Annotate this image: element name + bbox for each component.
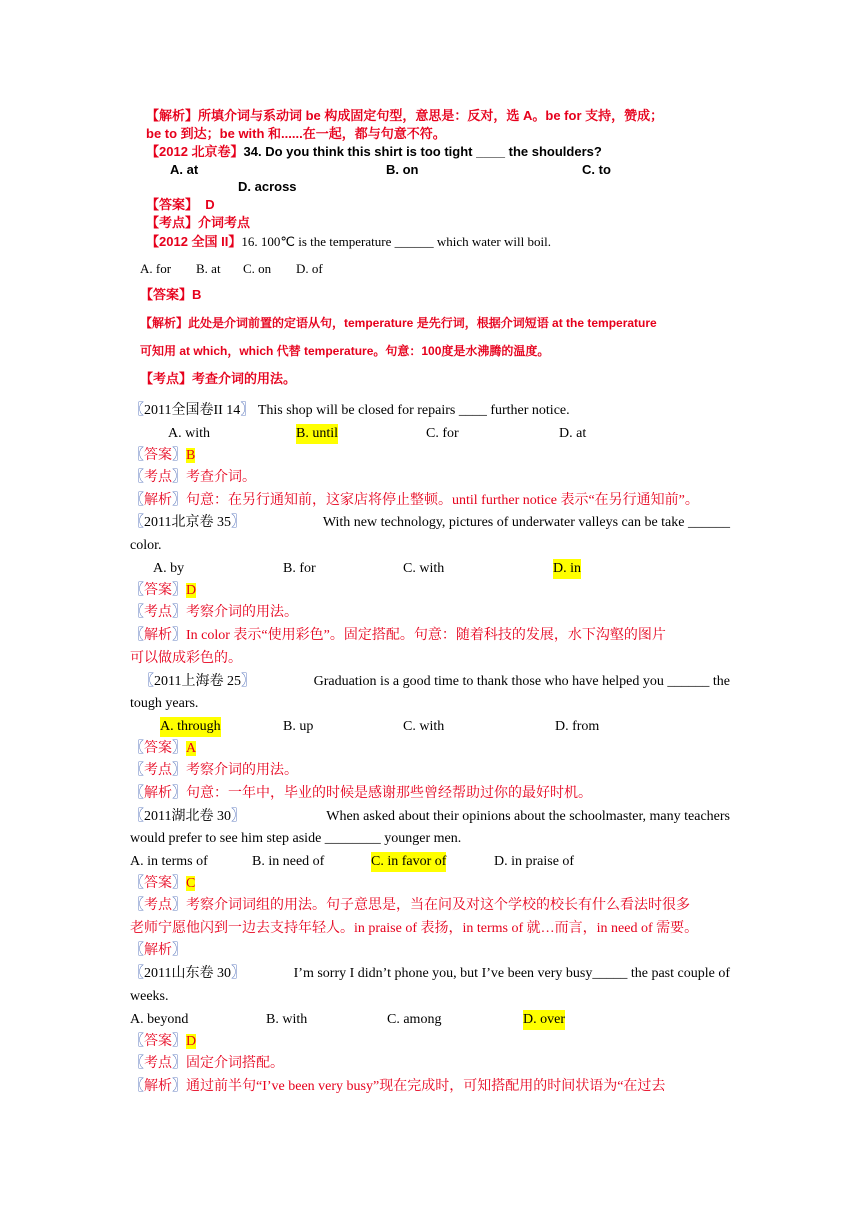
q7-source: 2011湖北卷 30 (144, 809, 231, 824)
bracket-close: 〗 (172, 943, 186, 958)
q7-answer (130, 874, 195, 894)
q2-option-c: C. to (582, 162, 611, 177)
q7-option-c-correct: C. in favor of (371, 852, 446, 872)
q3-point: 【考点】考查介词的用法。 (140, 371, 297, 386)
answer-label: 答案 (144, 448, 172, 463)
analysis-label: 解析 (144, 628, 172, 643)
bracket-close: 〗 (172, 470, 186, 485)
q8-point (130, 1054, 284, 1074)
point-label: 考点 (144, 898, 172, 913)
bracket-close: 〗 (172, 605, 186, 620)
bracket-open: 〖 (130, 943, 144, 958)
bracket-open: 〖 (140, 674, 154, 689)
q5-option-d-correct: D. in (553, 559, 581, 579)
q7-answer-value: C (186, 876, 196, 891)
bracket-open: 〖 (130, 1056, 144, 1071)
q6-answer-value: A (186, 741, 197, 756)
q8-stem-line2: weeks. (130, 989, 169, 1004)
bracket-open: 〖 (130, 786, 144, 801)
bracket-close: 〗 (172, 786, 186, 801)
q6-option-d: D. from (555, 719, 600, 734)
answer-label: 答案 (144, 583, 172, 598)
q3-stem-line (146, 232, 551, 252)
q4-analysis-text: 句意：在另行通知前，这家店将停止整顿。until further notice 表示“在另行通知前”。 (186, 493, 699, 508)
bracket-open: 〖 (130, 605, 144, 620)
analysis-label: 解析 (144, 1079, 172, 1094)
q4-option-b-correct: B. until (296, 424, 338, 444)
q4-option-d: D. at (559, 426, 587, 441)
q7-point-line2: 老师宁愿他闪到一边去支持年轻人。in praise of 表扬，in terms of 就…而言，in need of 需要。 (130, 921, 699, 936)
q7-option-d: D. in praise of (494, 854, 575, 869)
q6-answer (130, 739, 196, 759)
bracket-open: 〖 (130, 809, 144, 824)
bracket-open: 〖 (130, 741, 144, 756)
q5-option-b: B. for (283, 561, 316, 576)
q2-option-a: A. at (170, 162, 199, 177)
q4-analysis (130, 491, 699, 511)
q6-option-a-correct: A. through (160, 717, 221, 737)
point-label: 考点 (144, 605, 172, 620)
point-label: 考点 (144, 1056, 172, 1071)
q4-option-a: A. with (168, 426, 210, 441)
bracket-open: 〖 (130, 1034, 144, 1049)
q3-option-b: B. at (196, 261, 221, 276)
q8-option-b: B. with (266, 1012, 308, 1027)
analysis-label: 解析 (144, 943, 172, 958)
bracket-open: 〖 (130, 876, 144, 891)
analysis-label: 解析 (144, 786, 172, 801)
q5-stem-line1 (130, 513, 730, 533)
q5-source: 2011北京卷 35 (144, 515, 231, 530)
q8-stem: I’m sorry I didn’t phone you, but I’ve been very busy_____ the past couple of (293, 966, 730, 981)
q7-stem: When asked about their opinions about the schoolmaster, many teachers (326, 809, 730, 824)
q6-option-c: C. with (403, 719, 445, 734)
bracket-close: 〗 (240, 403, 255, 418)
q6-point-text: 考察介词的用法。 (186, 763, 298, 778)
q5-option-a: A. by (153, 561, 185, 576)
q6-stem: Graduation is a good time to thank those who have helped you ______ the (313, 674, 730, 689)
q1-analysis-line1: 【解析】所填介词与系动词 be 构成固定句型，意思是：反对，选 A。be for 支持，赞成； (146, 108, 664, 123)
point-label: 考点 (144, 763, 172, 778)
q7-stem-line2: would prefer to see him step aside ________ younger men. (130, 831, 462, 846)
q8-analysis-text: 通过前半句“I’ve been very busy”现在完成时，可知搭配用的时间状语为“在过去 (186, 1079, 666, 1094)
answer-label: 答案 (144, 1034, 172, 1049)
q6-analysis (130, 784, 592, 804)
q3-option-c: C. on (243, 261, 272, 276)
q8-stem-line1 (130, 964, 730, 984)
bracket-close: 〗 (230, 515, 245, 530)
bracket-close: 〗 (172, 876, 186, 891)
q3-option-d: D. of (296, 261, 323, 276)
q1-analysis-line2: be to 到达；be with 和......在一起，都与句意不符。 (146, 126, 446, 141)
q4-option-c: C. for (426, 426, 459, 441)
bracket-open: 〖 (130, 493, 144, 508)
q4-stem-line (130, 401, 570, 421)
bracket-close: 〗 (230, 966, 245, 981)
q3-answer: 【答案】B (140, 287, 202, 302)
q4-answer (130, 446, 195, 466)
q3-option-a: A. for (140, 261, 172, 276)
bracket-close: 〗 (172, 628, 186, 643)
bracket-close: 〗 (172, 583, 186, 598)
q8-analysis (130, 1077, 665, 1097)
bracket-open: 〖 (130, 628, 144, 643)
q5-analysis-line1 (130, 626, 666, 646)
q6-stem-line2: tough years. (130, 696, 199, 711)
q7-analysis (130, 941, 186, 961)
q2-answer-label: 【答案】 (146, 197, 199, 212)
analysis-label: 解析 (144, 493, 172, 508)
answer-label: 答案 (144, 741, 172, 756)
q5-analysis-text: In color 表示“使用彩色”。固定搭配。句意：随着科技的发展，水下沟壑的图片 (186, 628, 666, 643)
bracket-open: 〖 (130, 515, 144, 530)
q5-option-c: C. with (403, 561, 445, 576)
point-label: 考点 (144, 470, 172, 485)
bracket-open: 〖 (130, 470, 144, 485)
q8-answer (130, 1032, 196, 1052)
q7-option-a: A. in terms of (130, 854, 208, 869)
q7-point-text: 考察介词词组的用法。句子意思是，当在问及对这个学校的校长有什么看法时很多 (186, 898, 690, 913)
q8-option-c: C. among (387, 1012, 442, 1027)
bracket-open: 〖 (130, 1079, 144, 1094)
bracket-close: 〗 (172, 741, 186, 756)
q5-answer (130, 581, 196, 601)
q4-point-text: 考查介词。 (186, 470, 256, 485)
bracket-close: 〗 (172, 1034, 186, 1049)
q6-point (130, 761, 298, 781)
bracket-open: 〖 (130, 403, 144, 418)
q6-stem-line1 (140, 672, 730, 692)
q3-analysis-line1: 【解析】此处是介词前置的定语从句，temperature 是先行词，根据介词短语 at the temperature (140, 316, 657, 330)
q5-point (130, 603, 298, 623)
q7-option-b: B. in need of (252, 854, 325, 869)
q2-point: 【考点】介词考点 (146, 215, 251, 230)
q6-source: 2011上海卷 25 (154, 674, 241, 689)
bracket-close: 〗 (172, 493, 186, 508)
bracket-close: 〗 (172, 1056, 186, 1071)
q2-option-b: B. on (386, 162, 419, 177)
bracket-close: 〗 (172, 898, 186, 913)
bracket-close: 〗 (172, 1079, 186, 1094)
q3-analysis-line2: 可知用 at which，which 代替 temperature。句意：100度是水沸腾的温度。 (140, 344, 550, 358)
q6-analysis-text: 句意：一年中，毕业的时候是感谢那些曾经帮助过你的最好时机。 (186, 786, 592, 801)
q8-option-d-correct: D. over (523, 1010, 565, 1030)
q5-stem: With new technology, pictures of underwater valleys can be take ______ (322, 515, 730, 530)
q5-point-text: 考察介词的用法。 (186, 605, 298, 620)
q5-analysis-line2: 可以做成彩色的。 (130, 651, 242, 666)
q3-stem: 16. 100℃ is the temperature ______ which water will boil. (241, 234, 551, 249)
q4-answer-value: B (186, 448, 196, 463)
bracket-close: 〗 (172, 448, 186, 463)
answer-label: 答案 (144, 876, 172, 891)
bracket-open: 〖 (130, 448, 144, 463)
bracket-open: 〖 (130, 898, 144, 913)
q8-source: 2011山东卷 30 (144, 966, 231, 981)
bracket-open: 〖 (130, 583, 144, 598)
q2-option-d: D. across (238, 179, 297, 194)
q5-answer-value: D (186, 583, 197, 598)
q8-point-text: 固定介词搭配。 (186, 1056, 284, 1071)
q2-answer-value: D (205, 197, 215, 212)
bracket-open: 〖 (130, 966, 144, 981)
bracket-close: 〗 (172, 763, 186, 778)
q8-answer-value: D (186, 1034, 197, 1049)
bracket-close: 〗 (230, 809, 245, 824)
q4-source: 2011全国卷II 14 (144, 403, 241, 418)
q8-option-a: A. beyond (130, 1012, 189, 1027)
q2-stem: 34. Do you think this shirt is too tight ____ the shoulders? (243, 144, 602, 159)
q2-stem-line (146, 142, 602, 162)
q6-option-b: B. up (283, 719, 314, 734)
q4-stem: This shop will be closed for repairs ____ further notice. (257, 403, 570, 418)
q4-point (130, 468, 256, 488)
q7-stem-line1 (130, 807, 730, 827)
q2-answer (146, 195, 215, 215)
q7-point-line1 (130, 896, 690, 916)
q3-source: 【2012 全国 II】 (146, 234, 242, 249)
q2-source: 【2012 北京卷】 (146, 144, 244, 159)
bracket-open: 〖 (130, 763, 144, 778)
q5-stem-line2: color. (130, 538, 162, 553)
bracket-close: 〗 (240, 674, 255, 689)
